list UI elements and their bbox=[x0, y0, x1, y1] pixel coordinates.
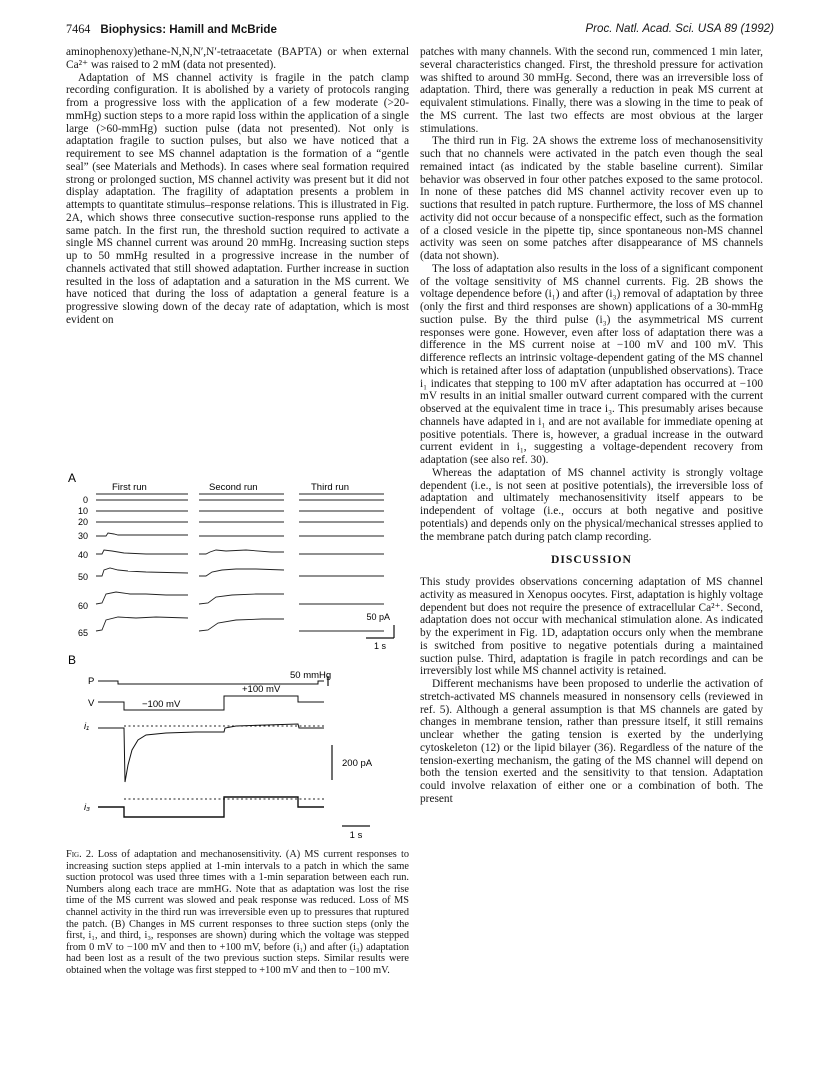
panel-b-scale-current: 200 pA bbox=[342, 758, 373, 769]
run-traces bbox=[96, 494, 384, 631]
caption-text: Loss of adaptation and mechanosensitivity. (A) MS current responses to increasing suction steps applied at 1-min intervals to a patch in which the same suction protocol was used three times with a 1-min separation between each run. Numbers along each trace are mmHG. Note that as adaptation was lost the rise time of the MS current was slowed and peak response was reduced. Loss of MS channel activity in the third run was irreversible even up to pressures that ruptured the patch. (B) Changes in MS current responses to three suction steps (only the first, i₁, and third, i₃, responses are shown) during which the voltage was stepped from 0 mV to −100 mV and then to +100 mV, before (i₁) and after (i₃) adaptation had been lost as a result of the two previous suction steps. Similar results were obtained when the voltage was first stepped to +100 mV and then to −100 mV. bbox=[66, 849, 409, 976]
right-paragraph-1: The third run in Fig. 2A shows the extreme loss of mechanosensitivity such that no channels were activated in the patch even though the seal remained intact (as indicated by the stable baseline current). Similar behavior was observed in four other patches exposed to the same protocol. In none of these patches did MS channel activity recover even up to suctions that resulted in patch rupture. Furthermore, the loss of MS channel activity did not occur because of a nonspecific effect, such as the formation of a closed vesicle in the pipette tip, since spontaneous non-MS channel activity was seen on some patches after disappearance of MS channels (data not shown). bbox=[420, 135, 763, 262]
row-label-10: 10 bbox=[77, 506, 88, 516]
trace-60-second bbox=[199, 594, 284, 604]
row-label-50: 50 bbox=[77, 572, 88, 582]
pressure-value: 50 mmHg bbox=[290, 670, 332, 681]
right-paragraph-4: This study provides observations concerning adaptation of MS channel activity as measured in Xenopus oocytes. First, adaptation is highly voltage dependent but does not require the presence of extracellular Ca²⁺. Second, adaptation does not occur with mechanical stimulation alone. As indicated by the experiment in Fig. 1D, adaptation occurs only when the membrane is switched from positive to negative potentials during a maintained suction pulse. Third, adaptation is fragile in patch recordings and can be irreversibly lost while MS channel activity is retained. bbox=[420, 576, 763, 678]
page-number: 7464 bbox=[66, 22, 91, 36]
panel-a-scale-current: 50 pA bbox=[366, 612, 390, 622]
figure-2 bbox=[66, 470, 409, 845]
voltage-label: V bbox=[88, 698, 95, 709]
run-title-second: Second run bbox=[209, 482, 258, 493]
figure-caption bbox=[66, 849, 409, 977]
right-column bbox=[420, 46, 763, 806]
left-paragraph-1: Adaptation of MS channel activity is fragile in the patch clamp recording configuration. It is abolished by a variety of protocols ranging from a progressive loss with the application of a few moderate (>20-mmHg) suction steps to a more rapid loss within the application of a single large (>60-mmHg) suction pulse (data not presented). Not only is adaptation fragile to suction pulses, but also we have noticed that a requirement to see MS channel adaptation is the formation of a “gentle seal” (see Materials and Methods). In cases where seal formation required strong or prolonged suction, MS channel activity was present but it did not display adaptation. The fragility of adaptation presents a problem in attempts to quantitate stimulus–response relations. This is illustrated in Fig. 2A, which shows three consecutive suction-response runs applied to the same patch. In the first run, the threshold suction required to activate a single MS channel current was around 20 mmHg. Increasing suction steps up to 50 mmHg resulted in a progressive increase in the number of channels activated that still showed adaptation. Further increase in suction resulted in the loss of adaptation and a saturation in the MS current. We have noticed that during the loss of adaptation a general feature is a progressive slowing down of the decay rate of adaptation, which is most evident on bbox=[66, 71, 409, 326]
left-column bbox=[66, 46, 409, 327]
row-label-60: 60 bbox=[77, 601, 88, 611]
run-title-first: First run bbox=[112, 482, 147, 493]
pressure-trace bbox=[98, 681, 324, 684]
trace-50-first bbox=[96, 568, 188, 576]
panel-b-label: B bbox=[68, 653, 77, 667]
trace-50-second bbox=[199, 569, 284, 576]
trace-40-second bbox=[199, 550, 284, 554]
run-title-third: Third run bbox=[311, 482, 350, 493]
panel-a-label: A bbox=[68, 471, 77, 485]
voltage-pos-label: +100 mV bbox=[242, 684, 281, 695]
left-paragraph-0: aminophenoxy)ethane-N,N,N′,N′-tetraacetate (BAPTA) or when external Ca²⁺ was raised to 2 mM (data not presented). bbox=[66, 46, 409, 71]
discussion-heading: DISCUSSION bbox=[551, 553, 632, 567]
trace-i3 bbox=[98, 797, 324, 817]
journal-section: Biophysics: Hamill and McBride bbox=[100, 23, 277, 36]
trace-30-first bbox=[96, 533, 188, 536]
trace-60-first bbox=[96, 592, 188, 604]
voltage-neg-label: −100 mV bbox=[142, 699, 181, 710]
running-header-citation: Proc. Natl. Acad. Sci. USA 89 (1992) bbox=[585, 22, 774, 35]
row-labels bbox=[78, 495, 88, 638]
right-paragraph-0: patches with many channels. With the second run, commenced 1 min later, several characteristics changed. First, the threshold pressure for activation was shifted to around 30 mmHg. Second, there was an irreversible loss of adaptation. Third, there was generally a reduction in peak MS current at equivalent stimulations. Finally, there was a slowing in the time to peak of the MS current. The last two effects are most obvious at the larger stimulations. bbox=[420, 46, 763, 135]
right-paragraph-5: Different mechanisms have been proposed to underlie the activation of stretch-activated MS channels measured in nonsensory cells (reviewed in ref. 5). Although a general assumption is that MS channels are gated by changes in membrane tension, rather than pressure itself, it still remains unclear whether the gating tension is exerted by the underlying cytoskeleton (12) or the lipid bilayer (36). Regardless of the nature of the tension-exerting mechanism, the gating of the MS channel will depend on both the tension exerted and the sensitivity to that tension. Adaptation could involve relaxation of either one or a combination of both. The present bbox=[420, 678, 763, 805]
running-header-left bbox=[66, 22, 277, 37]
right-paragraph-3: Whereas the adaptation of MS channel activity is strongly voltage dependent (i.e., is not seen at positive potentials), the irreversible loss of adaptation and ultimately mechanosensitivity itself appears to be independent of voltage (i.e., occurs at both negative and positive potentials) and depends only on the physical/mechanical stresses applied to the membrane patch during patch clamp recording. bbox=[420, 466, 763, 543]
voltage-trace bbox=[98, 696, 324, 710]
panel-b-scale-time: 1 s bbox=[349, 830, 363, 841]
row-label-30: 30 bbox=[77, 531, 88, 541]
row-label-65: 65 bbox=[77, 628, 88, 638]
right-paragraph-2: The loss of adaptation also results in the loss of a significant component of the voltage sensitivity of MS channel currents. Fig. 2B shows the voltage dependence before (i₁) and after (i₃) removal of adaptation by three (only the first and third responses are shown) applications of a 30-mmHg suction pulse. By the third pulse (i₃) the asymmetrical MS current responses were gone. However, even after loss of adaptation there was a difference in the MS current noise at −100 mV and 100 mV. This difference reflects an intrinsic voltage-dependent gating of the MS channel which is retained after loss of adaptation (unpublished observations). Trace i₁ indicates that stepping to 100 mV after adaptation has occurred at −100 mV results in an initial smaller outward current compared with the current observed at the equivalent time in trace i₃. This presumably arises because channels have adapted in i₁ and are not available for immediate opening at positive potentials. There is, however, a gradual increase in the outward current evident in i₁, suggesting a voltage-dependent recovery from adaptation (see also ref. 30). bbox=[420, 262, 763, 466]
panel-a-scale-bar bbox=[366, 625, 394, 638]
trace-40-first bbox=[96, 550, 188, 554]
trace-65-first bbox=[96, 617, 188, 631]
trace-i1 bbox=[98, 724, 324, 782]
trace-i3-label: i₃ bbox=[84, 802, 90, 813]
trace-i1-label: i₁ bbox=[84, 721, 90, 732]
row-label-20: 20 bbox=[77, 517, 88, 527]
row-label-40: 40 bbox=[77, 550, 88, 560]
caption-lead: Fig. 2. bbox=[66, 849, 94, 860]
pressure-label: P bbox=[88, 676, 95, 687]
trace-65-second bbox=[199, 619, 284, 631]
row-label-0: 0 bbox=[82, 495, 88, 505]
panel-a-scale-time: 1 s bbox=[373, 641, 387, 651]
